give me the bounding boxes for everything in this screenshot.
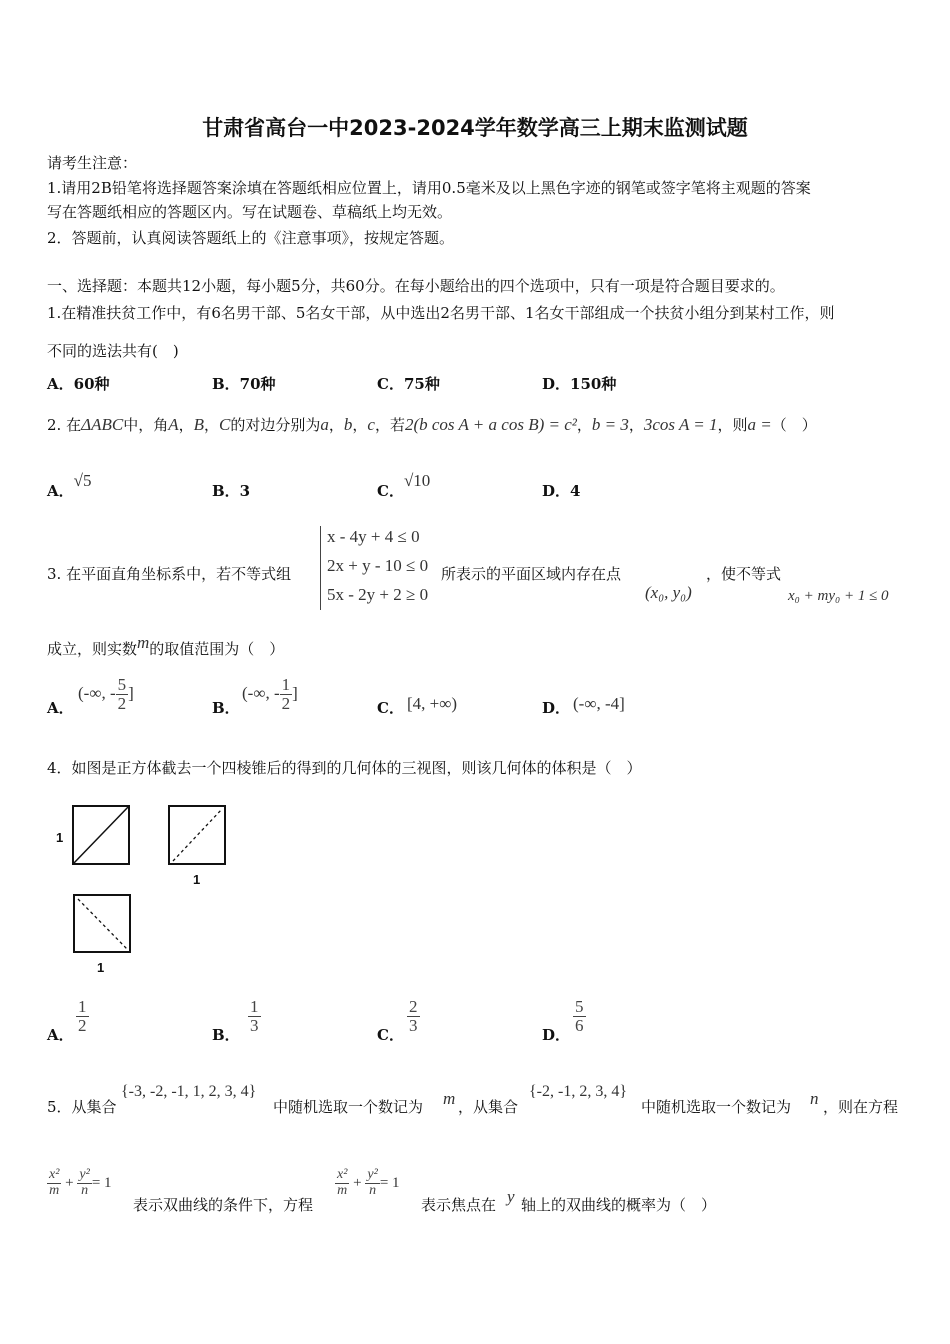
q5-set2: {-2, -1, 2, 3, 4}: [529, 1083, 628, 1100]
notice-line2: 2．答题前，认真阅读答题纸上的《注意事项》，按规定答题。: [47, 229, 455, 247]
q2-stem: 2. 在ΔABC中，角A，B，C的对边分别为a，b，c，若2(b cos A + a cos B) = c²，b = 3，3cos A = 1，则a =（ ）: [47, 415, 817, 434]
q5-text2: 中随机选取一个数记为: [273, 1098, 424, 1116]
q3-option-c-label: C．: [377, 699, 404, 717]
q3-brace: [320, 526, 321, 610]
front-view-diagonal: [73, 806, 129, 864]
q3-line2: 成立，则实数m的取值范围为（ ）: [47, 633, 285, 658]
q1-option-c: C．75种: [377, 375, 440, 393]
q3-option-b: (-∞, - $\frac{1}{2}$ ]: [242, 675, 298, 713]
q3-text1: 3. 在平面直角坐标系中，若不等式组: [47, 565, 292, 583]
q5-text6: 表示双曲线的条件下，方程: [133, 1196, 314, 1214]
q3-ineq-2: 2x + y - 10 ≤ 0: [327, 556, 429, 575]
front-view-height-label: 1: [56, 830, 64, 845]
q3-condition: x₀ + my₀ + 1 ≤ 0: [788, 588, 889, 604]
q5-equation-1: $\frac{\text{x²}}{m}$ + $\frac{\text{y²}}{n}$ = 1: [49, 1167, 112, 1198]
q3-option-d: (-∞, -4]: [573, 694, 625, 713]
q4-text: 4．如图是正方体截去一个四棱锥后的得到的几何体的三视图，则该几何体的体积是（ ）: [47, 759, 642, 777]
notice-line1: 1.请用2B铅笔将选择题答案涂填在答题纸相应位置上，请用0.5毫米及以上黑色字迹的钢笔或签字笔将主观题的答案: [47, 179, 811, 197]
q5-n: n: [810, 1089, 819, 1108]
side-view-dashed-diagonal: [173, 809, 222, 861]
q4-option-d: $\frac{5}{6}$: [575, 997, 584, 1035]
q4-option-c: $\frac{2}{3}$: [409, 997, 418, 1035]
three-view-figure: [50, 800, 250, 990]
q3-text2: 所表示的平面区域内存在点: [441, 565, 622, 583]
side-view-width-label: 1: [193, 872, 201, 887]
q3-text3: ，使不等式: [706, 565, 782, 583]
q5-text1: 5．从集合: [47, 1098, 117, 1116]
page-title: 甘肃省高台一中2023-2024学年数学高三上期末监测试题: [202, 116, 748, 140]
top-view-width-label: 1: [97, 960, 105, 975]
q2-option-b: B．3: [212, 482, 251, 500]
q3-option-a-label: A．: [47, 699, 74, 717]
q2-option-d: D．4: [542, 482, 581, 500]
q4-option-c-label: C．: [377, 1026, 404, 1044]
notice-heading: 请考生注意：: [47, 154, 138, 172]
q3-option-d-label: D．: [542, 699, 571, 717]
q3-option-a: (-∞, - $\frac{5}{2}$ ]: [78, 675, 134, 713]
q5-text8: 轴上的双曲线的概率为（ ）: [521, 1196, 717, 1214]
q1-option-a: A．60种: [47, 375, 110, 393]
q4-option-a: $\frac{1}{2}$: [78, 997, 87, 1035]
notice-line1b: 写在答题纸相应的答题区内。写在试题卷、草稿纸上均无效。: [47, 203, 453, 221]
q5-m: m: [443, 1089, 456, 1108]
q5-text3: ，从集合: [458, 1098, 519, 1116]
q3-option-c: [4, +∞): [407, 694, 458, 713]
q4-option-a-label: A．: [47, 1026, 74, 1044]
q1-line1: 1.在精准扶贫工作中，有6名男干部、5名女干部，从中选出2名男干部、1名女干部组成一个扶贫小组分到某村工作，则: [47, 304, 835, 322]
q3-option-b-label: B．: [212, 699, 240, 717]
q1-option-d: D．150种: [542, 375, 617, 393]
q3-point: (x₀, y₀): [645, 583, 692, 602]
q2-option-a: A．√5: [47, 471, 92, 500]
q3-system: [327, 522, 428, 609]
q2-option-c: C．√10: [377, 471, 431, 500]
q4-option-b: $\frac{1}{3}$: [250, 997, 259, 1035]
top-view-dashed-diagonal: [78, 899, 127, 949]
q4-option-d-label: D．: [542, 1026, 571, 1044]
q3-ineq-3: 5x - 2y + 2 ≥ 0: [327, 585, 429, 604]
q5-y: y: [507, 1187, 515, 1206]
q5-set1: {-3, -2, -1, 1, 2, 3, 4}: [121, 1083, 257, 1100]
side-view-square: [169, 806, 225, 864]
q1-option-b: B．70种: [212, 375, 276, 393]
section-heading: 一、选择题：本题共12小题，每小题5分，共60分。在每小题给出的四个选项中，只有一项是符合题目要求的。: [47, 277, 785, 295]
q5-text5: ，则在方程: [823, 1098, 899, 1116]
q5-text7: 表示焦点在: [421, 1196, 497, 1214]
q4-option-b-label: B．: [212, 1026, 240, 1044]
q3-ineq-1: x - 4y + 4 ≤ 0: [327, 527, 420, 546]
q5-text4: 中随机选取一个数记为: [641, 1098, 792, 1116]
q5-equation-2: $\frac{\text{x²}}{m}$ + $\frac{\text{y²}}{n}$ = 1: [337, 1167, 400, 1198]
q1-line2: 不同的选法共有( ): [47, 342, 179, 360]
